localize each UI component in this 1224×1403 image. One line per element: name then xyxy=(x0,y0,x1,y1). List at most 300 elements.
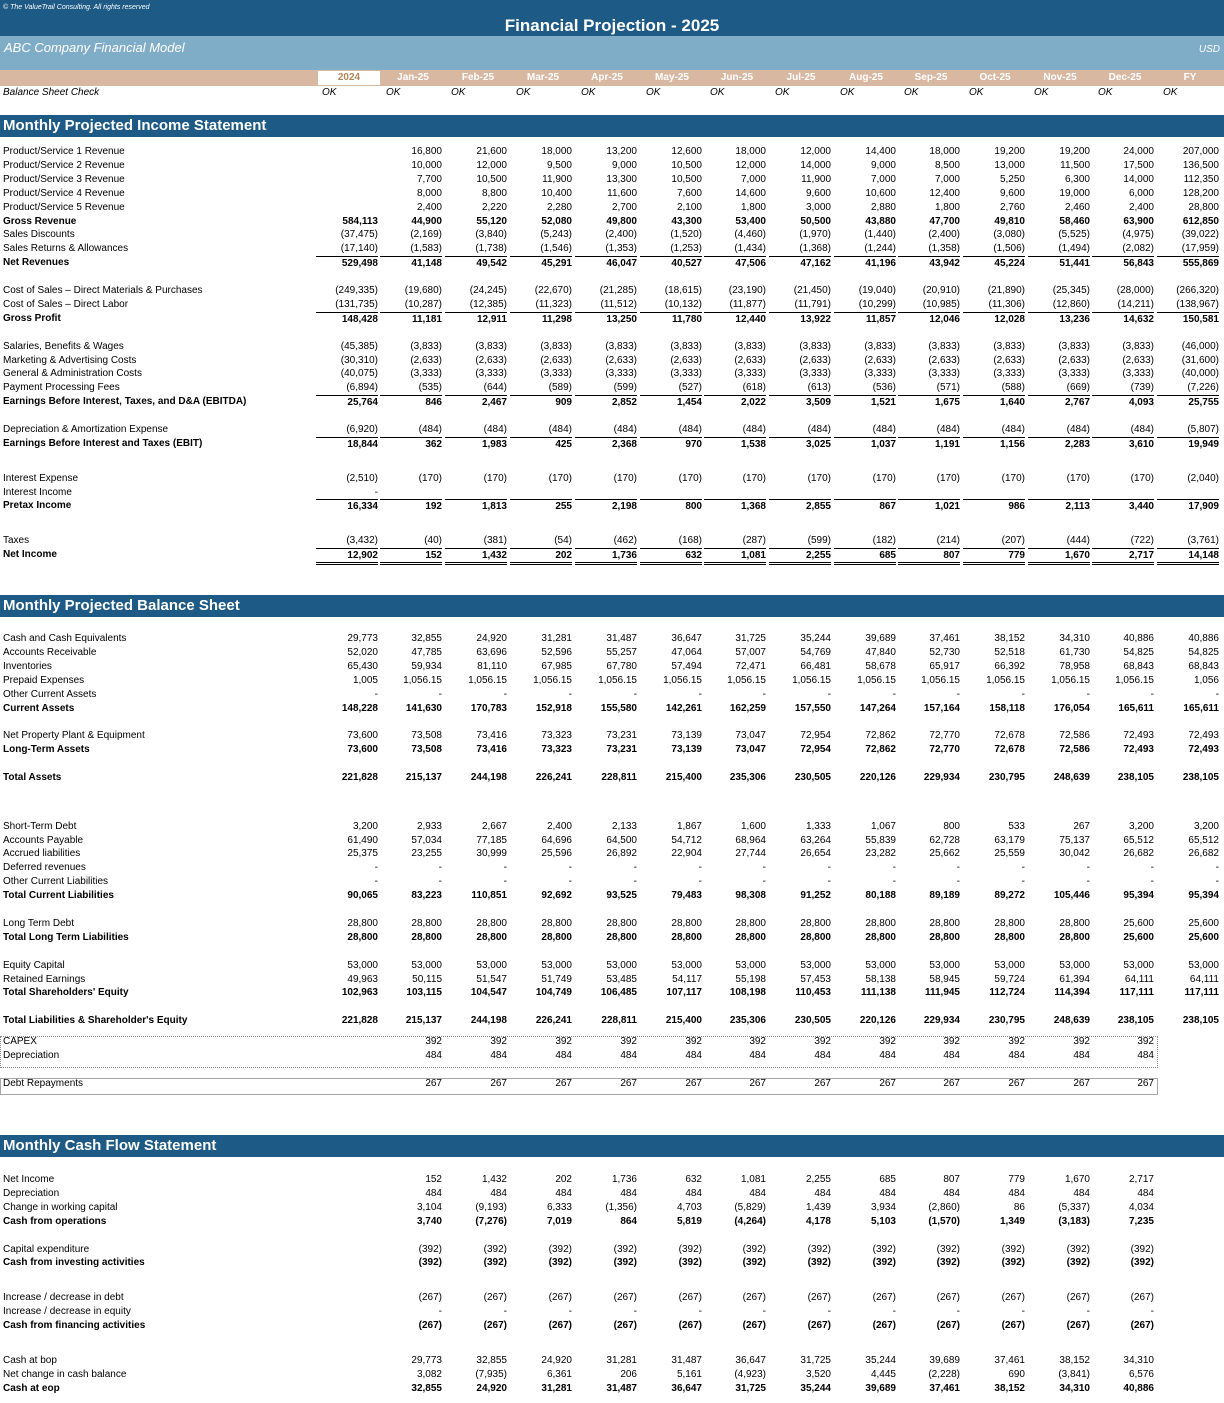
cell-value: 484 xyxy=(685,1187,702,1199)
cell-value: 72,862 xyxy=(865,730,896,742)
cell-value: 89,189 xyxy=(929,890,960,902)
cell-value: (5,243) xyxy=(540,229,572,241)
cell-value: 16,800 xyxy=(411,146,442,157)
cell-value: 484 xyxy=(425,1050,442,1061)
company-bar xyxy=(0,36,1224,70)
cell-value: (7,276) xyxy=(475,1215,507,1227)
cell-value: (138,967) xyxy=(1176,298,1219,310)
balance-sheet-check-row xyxy=(0,87,1224,100)
row-label: Cost of Sales – Direct Materials & Purchases xyxy=(3,285,203,296)
cell-value: 73,600 xyxy=(347,744,378,756)
row-label: Net Income xyxy=(3,1174,55,1185)
cell-value: 72,770 xyxy=(929,730,960,742)
cell-value: 25,755 xyxy=(1157,395,1219,409)
cell-value: 10,400 xyxy=(541,187,572,199)
cell-value: (4,264) xyxy=(734,1215,766,1227)
cell-value: (3,080) xyxy=(993,229,1025,241)
cell-value: 4,178 xyxy=(805,1215,831,1227)
cell-value: (267) xyxy=(678,1319,702,1331)
cell-value: 238,105 xyxy=(1117,1015,1154,1027)
cell-value: (2,510) xyxy=(346,472,378,484)
table-row xyxy=(0,1319,1224,1332)
row-label: Pretax Income xyxy=(3,500,72,512)
cell-value: 1,800 xyxy=(740,201,766,213)
table-row xyxy=(0,159,1224,172)
table-row xyxy=(0,548,1224,561)
cell-value: 12,902 xyxy=(316,548,378,565)
cell-value: (392) xyxy=(678,1243,702,1255)
cell-value: (589) xyxy=(548,382,572,394)
cell-value: 25,596 xyxy=(541,848,572,860)
cell-value: (392) xyxy=(483,1257,507,1269)
cell-value: 392 xyxy=(425,1036,442,1048)
cell-value: 148,428 xyxy=(316,312,378,326)
cell-value: (739) xyxy=(1130,382,1154,394)
cell-value: 152 xyxy=(380,548,442,565)
cell-value: 392 xyxy=(555,1036,572,1048)
cell-value: - xyxy=(762,688,766,700)
cell-value: (484) xyxy=(548,424,572,435)
cell-value: - xyxy=(568,1306,572,1318)
cell-value: - xyxy=(374,862,378,874)
cell-value: 65,512 xyxy=(1188,834,1219,846)
cell-value: 230,505 xyxy=(794,1015,831,1027)
cell-value: 41,148 xyxy=(380,256,442,270)
column-header: Jul-25 xyxy=(786,72,816,83)
column-header: Nov-25 xyxy=(1043,72,1077,83)
cell-value: 53,000 xyxy=(411,959,442,971)
row-label: Net Income xyxy=(3,549,57,561)
cell-value: 136,500 xyxy=(1182,159,1219,171)
cell-value: (170) xyxy=(742,472,766,484)
cell-value: 54,825 xyxy=(1123,646,1154,658)
cell-value: 12,000 xyxy=(800,146,831,157)
balance-check-value: OK xyxy=(516,87,531,98)
cell-value: (18,615) xyxy=(664,285,702,296)
table-row xyxy=(0,499,1224,512)
cell-value: 202 xyxy=(510,548,572,565)
cell-value: 53,400 xyxy=(735,215,766,227)
row-label: Equity Capital xyxy=(3,959,65,971)
cell-value: 484 xyxy=(555,1050,572,1061)
cell-value: - xyxy=(503,1306,507,1318)
cell-value: 89,272 xyxy=(994,890,1025,902)
cell-value: 31,487 xyxy=(671,1354,702,1366)
table-row xyxy=(0,743,1224,756)
row-label: Retained Earnings xyxy=(3,973,86,985)
cell-value: - xyxy=(568,876,572,888)
cell-value: (2,169) xyxy=(410,229,442,241)
cell-value: 9,600 xyxy=(999,187,1025,199)
cell-value: (21,450) xyxy=(793,285,831,296)
cell-value: 11,780 xyxy=(640,312,702,326)
cell-value: (392) xyxy=(807,1243,831,1255)
row-label: Product/Service 4 Revenue xyxy=(3,187,125,199)
table-row xyxy=(0,298,1224,311)
cell-value: (392) xyxy=(483,1243,507,1255)
table-row xyxy=(0,875,1224,888)
cell-value: (3,333) xyxy=(864,368,896,380)
cell-value: 73,323 xyxy=(541,730,572,742)
cell-value: 29,773 xyxy=(347,633,378,644)
cell-value: 16,334 xyxy=(316,499,378,513)
cell-value: 34,310 xyxy=(1123,1354,1154,1366)
cell-value: (3,833) xyxy=(864,340,896,352)
cell-value: - xyxy=(633,1306,637,1318)
row-label: Net Property Plant & Equipment xyxy=(3,730,145,742)
table-row xyxy=(0,340,1224,353)
cell-value: 158,118 xyxy=(989,702,1025,714)
cell-value: 43,880 xyxy=(865,215,896,227)
cell-value: (2,633) xyxy=(864,354,896,366)
cell-value: 11,900 xyxy=(801,173,831,185)
cell-value: 28,800 xyxy=(865,917,896,929)
cell-value: 1,056.15 xyxy=(533,674,572,686)
cell-value: 12,046 xyxy=(898,312,960,326)
cell-value: 63,696 xyxy=(476,646,507,658)
cell-value: 25,764 xyxy=(316,395,378,409)
cell-value: 1,349 xyxy=(999,1215,1025,1227)
cell-value: (1,583) xyxy=(410,243,442,255)
table-row xyxy=(0,367,1224,380)
cell-value: 484 xyxy=(620,1050,637,1061)
cell-value: (10,287) xyxy=(404,298,442,310)
cell-value: 6,300 xyxy=(1064,173,1090,185)
cell-value: 267 xyxy=(1073,820,1090,832)
cell-value: 26,892 xyxy=(606,848,637,860)
cell-value: (392) xyxy=(1001,1243,1025,1255)
cell-value: 28,800 xyxy=(1188,201,1219,213)
row-label: Net Revenues xyxy=(3,257,70,269)
cell-value: (4,975) xyxy=(1122,229,1154,241)
cell-value: (170) xyxy=(1001,472,1025,484)
table-row xyxy=(0,486,1224,499)
cell-value: (182) xyxy=(872,535,896,547)
cell-value: 1,037 xyxy=(834,437,896,451)
cell-value: 45,224 xyxy=(963,256,1025,270)
cell-value: 529,498 xyxy=(316,256,378,270)
cell-value: - xyxy=(956,688,960,700)
cell-value: (527) xyxy=(678,382,702,394)
cell-value: (7,226) xyxy=(1187,382,1219,394)
cell-value: 392 xyxy=(620,1036,637,1048)
cell-value: (17,959) xyxy=(1181,243,1219,255)
cell-value: (10,985) xyxy=(922,298,960,310)
cell-value: (267) xyxy=(742,1319,766,1331)
cell-value: 52,518 xyxy=(994,646,1025,658)
table-row xyxy=(0,187,1224,200)
cash-flow-header: Monthly Cash Flow Statement xyxy=(0,1135,1224,1157)
cell-value: (39,022) xyxy=(1181,229,1219,241)
cell-value: 267 xyxy=(1137,1077,1154,1089)
cell-value: 484 xyxy=(490,1187,507,1199)
currency-label: USD xyxy=(1198,44,1220,55)
cell-value: 25,600 xyxy=(1123,931,1154,943)
cell-value: (11,791) xyxy=(794,298,831,310)
cell-value: 46,047 xyxy=(575,256,637,270)
debt-repayments-box xyxy=(0,1078,1158,1095)
cell-value: 1,454 xyxy=(640,395,702,409)
table-row xyxy=(0,354,1224,367)
cell-value: (535) xyxy=(418,382,442,394)
cell-value: 37,461 xyxy=(929,1382,960,1394)
cell-value: 53,485 xyxy=(606,973,637,985)
cell-value: 44,900 xyxy=(411,215,442,227)
cell-value: 533 xyxy=(1008,820,1025,832)
cell-value: 72,493 xyxy=(1188,744,1219,756)
cell-value: 31,281 xyxy=(541,1382,572,1394)
cell-value: (267) xyxy=(1001,1319,1025,1331)
cell-value: 221,828 xyxy=(341,772,378,783)
cell-value: 28,800 xyxy=(800,931,831,943)
cell-value: 32,855 xyxy=(411,1382,442,1394)
cell-value: 2,400 xyxy=(416,201,442,213)
cell-value: 40,886 xyxy=(1123,633,1154,644)
cell-value: 362 xyxy=(380,437,442,451)
cell-value: 1,191 xyxy=(898,437,960,451)
cell-value: 17,909 xyxy=(1157,499,1219,513)
cell-value: 5,103 xyxy=(870,1215,896,1227)
cell-value: 25,559 xyxy=(994,848,1025,860)
cell-value: 92,692 xyxy=(541,890,572,902)
cell-value: 128,200 xyxy=(1182,187,1219,199)
cell-value: (1,970) xyxy=(799,229,831,241)
cell-value: (267) xyxy=(678,1292,702,1304)
cell-value: 555,869 xyxy=(1157,256,1219,270)
cell-value: - xyxy=(956,1306,960,1318)
cell-value: 28,800 xyxy=(735,917,766,929)
cell-value: 206 xyxy=(620,1368,637,1380)
cell-value: 1,439 xyxy=(805,1201,831,1213)
cell-value: 392 xyxy=(1137,1036,1154,1048)
cell-value: 50,500 xyxy=(800,215,831,227)
cell-value: (484) xyxy=(936,424,960,435)
table-row xyxy=(0,1354,1224,1367)
cell-value: 67,780 xyxy=(606,660,637,672)
cell-value: - xyxy=(827,876,831,888)
cell-value: 28,800 xyxy=(541,917,572,929)
row-label: Accrued liabilities xyxy=(3,848,81,860)
cell-value: 112,350 xyxy=(1183,173,1219,185)
cell-value: 1,813 xyxy=(445,499,507,513)
cell-value: 19,000 xyxy=(1059,187,1090,199)
cell-value: 111,138 xyxy=(860,987,896,999)
cell-value: 11,181 xyxy=(380,312,442,326)
cell-value: 392 xyxy=(943,1036,960,1048)
cell-value: 7,700 xyxy=(416,173,442,185)
cell-value: (2,400) xyxy=(928,229,960,241)
cell-value: (31,600) xyxy=(1181,354,1219,366)
row-label: CAPEX xyxy=(3,1036,37,1048)
cell-value: 1,056.15 xyxy=(663,674,702,686)
cell-value: 909 xyxy=(510,395,572,409)
cell-value: 1,432 xyxy=(481,1174,507,1185)
cell-value: 484 xyxy=(425,1187,442,1199)
cell-value: 53,000 xyxy=(347,959,378,971)
cell-value: (6,894) xyxy=(346,382,378,394)
cell-value: (2,633) xyxy=(475,354,507,366)
cell-value: (571) xyxy=(936,382,960,394)
cell-value: 9,000 xyxy=(611,159,637,171)
cell-value: 152 xyxy=(425,1174,442,1185)
cell-value: 59,724 xyxy=(994,973,1025,985)
cell-value: (613) xyxy=(807,382,831,394)
cell-value: 864 xyxy=(620,1215,637,1227)
cell-value: - xyxy=(762,862,766,874)
cell-value: 484 xyxy=(1008,1050,1025,1061)
cell-value: - xyxy=(503,862,507,874)
cell-value: 52,080 xyxy=(541,215,572,227)
cell-value: 2,100 xyxy=(676,201,702,213)
table-row xyxy=(0,256,1224,269)
row-label: Cash from financing activities xyxy=(3,1319,146,1331)
cell-value: 25,375 xyxy=(347,848,378,860)
cell-value: (37,475) xyxy=(340,229,378,241)
cell-value: - xyxy=(1215,876,1219,888)
balance-check-value: OK xyxy=(1098,87,1113,98)
cell-value: 147,264 xyxy=(859,702,896,714)
cell-value: 52,596 xyxy=(541,646,572,658)
cell-value: 484 xyxy=(879,1050,896,1061)
cell-value: 58,678 xyxy=(865,660,896,672)
row-label: Prepaid Expenses xyxy=(3,674,85,686)
cell-value: 61,394 xyxy=(1059,973,1090,985)
column-header: Dec-25 xyxy=(1108,72,1142,83)
cell-value: (12,860) xyxy=(1052,298,1090,310)
table-row xyxy=(0,660,1224,673)
cell-value: 2,368 xyxy=(575,437,637,451)
cell-value: 91,252 xyxy=(800,890,831,902)
table-row xyxy=(0,145,1224,158)
cell-value: 267 xyxy=(685,1077,702,1089)
cell-value: 1,521 xyxy=(834,395,896,409)
cell-value: 53,000 xyxy=(671,959,702,971)
cell-value: (484) xyxy=(807,424,831,435)
cell-value: 49,963 xyxy=(347,973,378,985)
cell-value: 425 xyxy=(510,437,572,451)
cell-value: 5,161 xyxy=(676,1368,702,1380)
cell-value: 221,828 xyxy=(341,1015,378,1027)
cell-value: (3,333) xyxy=(410,368,442,380)
cell-value: 484 xyxy=(879,1187,896,1199)
cell-value: 12,000 xyxy=(476,159,507,171)
cell-value: 267 xyxy=(1073,1077,1090,1089)
cell-value: 65,512 xyxy=(1123,834,1154,846)
cell-value: (2,633) xyxy=(670,354,702,366)
cell-value: 1,056.15 xyxy=(792,674,831,686)
cell-value: 12,911 xyxy=(445,312,507,326)
table-row xyxy=(0,1201,1224,1214)
cell-value: 392 xyxy=(685,1036,702,1048)
cell-value: 1,867 xyxy=(676,820,702,832)
cell-value: 31,281 xyxy=(541,633,572,644)
cell-value: - xyxy=(698,1306,702,1318)
cell-value: 220,126 xyxy=(859,772,896,783)
cell-value: 10,500 xyxy=(476,173,507,185)
cell-value: 176,054 xyxy=(1053,702,1090,714)
cell-value: 970 xyxy=(640,437,702,451)
cell-value: 484 xyxy=(814,1050,831,1061)
cell-value: 37,461 xyxy=(929,633,960,644)
cell-value: 150,581 xyxy=(1157,312,1219,326)
cell-value: 105,446 xyxy=(1053,890,1090,902)
cell-value: (267) xyxy=(872,1292,896,1304)
cell-value: 58,460 xyxy=(1059,215,1090,227)
row-label: Sales Returns & Allowances xyxy=(3,243,129,255)
row-label: Cash from investing activities xyxy=(3,1257,145,1269)
cell-value: (267) xyxy=(1066,1319,1090,1331)
table-row xyxy=(0,889,1224,902)
cell-value: 8,000 xyxy=(416,187,442,199)
cell-value: 612,850 xyxy=(1182,215,1219,227)
cell-value: 31,281 xyxy=(606,1354,637,1366)
cell-value: 8,800 xyxy=(481,187,507,199)
table-row xyxy=(0,771,1224,784)
cell-value: (3,840) xyxy=(475,229,507,241)
cell-value: 1,675 xyxy=(898,395,960,409)
cell-value: 31,725 xyxy=(735,633,766,644)
cell-value: 26,654 xyxy=(800,848,831,860)
cell-value: 1,600 xyxy=(740,820,766,832)
row-label: Total Current Liabilities xyxy=(3,890,114,902)
cell-value: 81,110 xyxy=(477,660,507,672)
cell-value: 12,028 xyxy=(963,312,1025,326)
cell-value: 800 xyxy=(640,499,702,513)
column-header: FY xyxy=(1183,72,1197,83)
cell-value: (3,833) xyxy=(605,340,637,352)
cell-value: 11,857 xyxy=(834,312,896,326)
copyright-notice: © The ValueTrail Consulting. All rights reserved xyxy=(0,0,1224,15)
cell-value: 9,500 xyxy=(546,159,572,171)
cell-value: (267) xyxy=(1066,1292,1090,1304)
cell-value: 53,000 xyxy=(606,959,637,971)
cell-value: - xyxy=(633,862,637,874)
cell-value: 392 xyxy=(1073,1036,1090,1048)
cell-value: (3,333) xyxy=(734,368,766,380)
cell-value: (2,633) xyxy=(734,354,766,366)
cell-value: (46,000) xyxy=(1181,340,1219,352)
row-label: Accounts Payable xyxy=(3,834,84,846)
cell-value: (5,829) xyxy=(734,1201,766,1213)
cell-value: 248,639 xyxy=(1053,1015,1090,1027)
cell-value: (267) xyxy=(418,1292,442,1304)
cell-value: 90,065 xyxy=(347,890,378,902)
column-header: Jun-25 xyxy=(720,72,754,83)
cell-value: 43,300 xyxy=(671,215,702,227)
cell-value: (170) xyxy=(418,472,442,484)
cell-value: (722) xyxy=(1130,535,1154,547)
cell-value: 26,682 xyxy=(1188,848,1219,860)
row-label: Product/Service 5 Revenue xyxy=(3,201,125,213)
cell-value: 3,740 xyxy=(416,1215,442,1227)
cell-value: 3,200 xyxy=(1128,820,1154,832)
cell-value: 73,600 xyxy=(347,730,378,742)
table-row xyxy=(0,1291,1224,1304)
cell-value: 53,000 xyxy=(1188,959,1219,971)
cell-value: (5,525) xyxy=(1058,229,1090,241)
cell-value: 17,500 xyxy=(1123,159,1154,171)
cell-value: 248,639 xyxy=(1053,772,1090,783)
cell-value: - xyxy=(762,1306,766,1318)
balance-check-value: OK xyxy=(386,87,401,98)
table-row xyxy=(0,973,1224,986)
table-row xyxy=(0,1368,1224,1381)
cell-value: (22,670) xyxy=(534,285,572,296)
cell-value: (170) xyxy=(1066,472,1090,484)
cell-value: 53,000 xyxy=(929,959,960,971)
cell-value: - xyxy=(1086,688,1090,700)
cell-value: 38,152 xyxy=(994,1382,1025,1394)
